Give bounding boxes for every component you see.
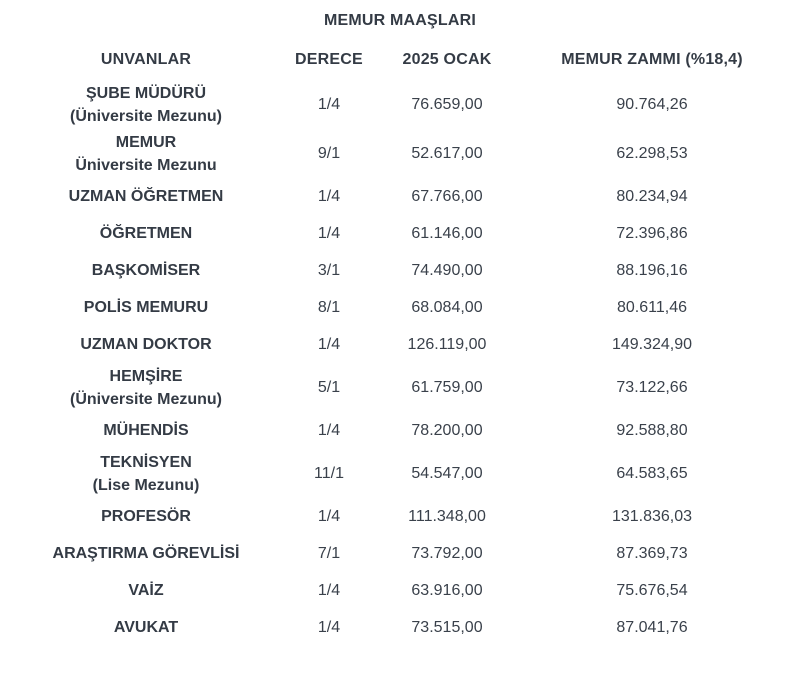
derece-cell: 7/1 — [317, 544, 341, 562]
table-row — [12, 498, 788, 535]
raised-salary-cell: 62.298,53 — [616, 144, 688, 162]
ocak-salary-cell: 76.659,00 — [411, 95, 483, 113]
ocak-salary-cell: 63.916,00 — [411, 581, 483, 599]
title-cell — [12, 449, 280, 498]
table-row — [12, 215, 788, 252]
table-row — [12, 609, 788, 646]
title-cell — [12, 412, 280, 449]
raised-salary-cell: 72.396,86 — [616, 224, 688, 242]
raised-salary-cell: 90.764,26 — [616, 95, 688, 113]
title-cell — [12, 80, 280, 129]
page-title: MEMUR MAAŞLARI — [323, 12, 477, 29]
raised-salary-cell: 131.836,03 — [611, 507, 693, 525]
derece-cell: 1/4 — [317, 187, 341, 205]
ocak-salary-cell: 126.119,00 — [407, 335, 487, 353]
raised-salary-cell: 80.234,94 — [616, 187, 688, 205]
title-cell — [12, 252, 280, 289]
raised-salary-cell: 64.583,65 — [616, 464, 688, 482]
title-cell — [12, 178, 280, 215]
ocak-salary-cell: 54.547,00 — [411, 464, 483, 482]
title-name: AVUKAT — [113, 619, 179, 636]
title-education: (Lise Mezunu) — [92, 476, 200, 494]
raised-salary-cell: 73.122,66 — [616, 378, 688, 396]
derece-cell: 1/4 — [317, 581, 341, 599]
ocak-salary-cell: 68.084,00 — [411, 298, 483, 316]
title-name: PROFESÖR — [101, 508, 191, 525]
title-name: VAİZ — [128, 582, 164, 599]
title-education: (Üniversite Mezunu) — [69, 390, 222, 408]
raised-salary-cell: 75.676,54 — [616, 581, 688, 599]
title-name: TEKNİSYEN — [100, 453, 192, 471]
header-memur-zammi: MEMUR ZAMMI (%18,4) — [561, 51, 743, 68]
title-education: Üniversite Mezunu — [75, 156, 217, 174]
table-body — [12, 80, 788, 646]
derece-cell: 1/4 — [317, 618, 341, 636]
title-cell — [12, 129, 280, 178]
title-cell — [12, 363, 280, 412]
ocak-salary-cell: 67.766,00 — [411, 187, 483, 205]
raised-salary-cell: 149.324,90 — [611, 335, 693, 353]
table-row — [12, 80, 788, 129]
ocak-salary-cell: 73.792,00 — [411, 544, 483, 562]
derece-cell: 8/1 — [317, 298, 341, 316]
raised-salary-cell: 92.588,80 — [616, 421, 688, 439]
raised-salary-cell: 87.041,76 — [616, 618, 688, 636]
title-name: ÖĞRETMEN — [99, 225, 193, 242]
table-row — [12, 178, 788, 215]
title-name: MÜHENDİS — [103, 422, 189, 439]
derece-cell: 3/1 — [317, 261, 341, 279]
derece-cell: 5/1 — [317, 378, 341, 396]
ocak-salary-cell: 73.515,00 — [411, 618, 483, 636]
table-row — [12, 289, 788, 326]
derece-cell: 1/4 — [317, 507, 341, 525]
raised-salary-cell: 88.196,16 — [616, 261, 688, 279]
title-cell — [12, 535, 280, 572]
table-row — [12, 363, 788, 412]
ocak-salary-cell: 111.348,00 — [408, 507, 486, 525]
title-name: ARAŞTIRMA GÖREVLİSİ — [52, 545, 240, 562]
raised-salary-cell: 80.611,46 — [617, 298, 687, 316]
title-cell — [12, 572, 280, 609]
title-name: POLİS MEMURU — [83, 299, 209, 316]
ocak-salary-cell: 61.759,00 — [411, 378, 483, 396]
table-row — [12, 449, 788, 498]
derece-cell: 1/4 — [317, 224, 341, 242]
title-name: BAŞKOMİSER — [91, 262, 201, 279]
table-row — [12, 535, 788, 572]
table-row — [12, 326, 788, 363]
header-derece: DERECE — [295, 51, 363, 68]
table-header-row — [12, 40, 788, 80]
salary-table — [12, 40, 788, 646]
table-row — [12, 572, 788, 609]
title-cell — [12, 215, 280, 252]
title-name: HEMŞİRE — [109, 367, 183, 385]
derece-cell: 1/4 — [317, 421, 341, 439]
table-row — [12, 252, 788, 289]
derece-cell: 1/4 — [317, 335, 341, 353]
derece-cell: 1/4 — [317, 95, 341, 113]
ocak-salary-cell: 78.200,00 — [411, 421, 483, 439]
ocak-salary-cell: 52.617,00 — [411, 144, 483, 162]
title-name: ŞUBE MÜDÜRÜ — [86, 84, 206, 102]
header-2025-ocak: 2025 OCAK — [402, 51, 492, 68]
title-name: UZMAN DOKTOR — [80, 336, 212, 353]
title-cell — [12, 498, 280, 535]
table-row — [12, 412, 788, 449]
title-cell — [12, 289, 280, 326]
title-education: (Üniversite Mezunu) — [69, 107, 222, 125]
derece-cell: 9/1 — [317, 144, 341, 162]
ocak-salary-cell: 61.146,00 — [411, 224, 483, 242]
raised-salary-cell: 87.369,73 — [616, 544, 688, 562]
ocak-salary-cell: 74.490,00 — [411, 261, 483, 279]
title-name: MEMUR — [115, 133, 177, 151]
header-unvanlar: UNVANLAR — [100, 51, 192, 68]
table-row — [12, 129, 788, 178]
title-cell — [12, 326, 280, 363]
derece-cell: 11/1 — [314, 464, 344, 482]
title-name: UZMAN ÖĞRETMEN — [68, 188, 224, 205]
title-cell — [12, 609, 280, 646]
